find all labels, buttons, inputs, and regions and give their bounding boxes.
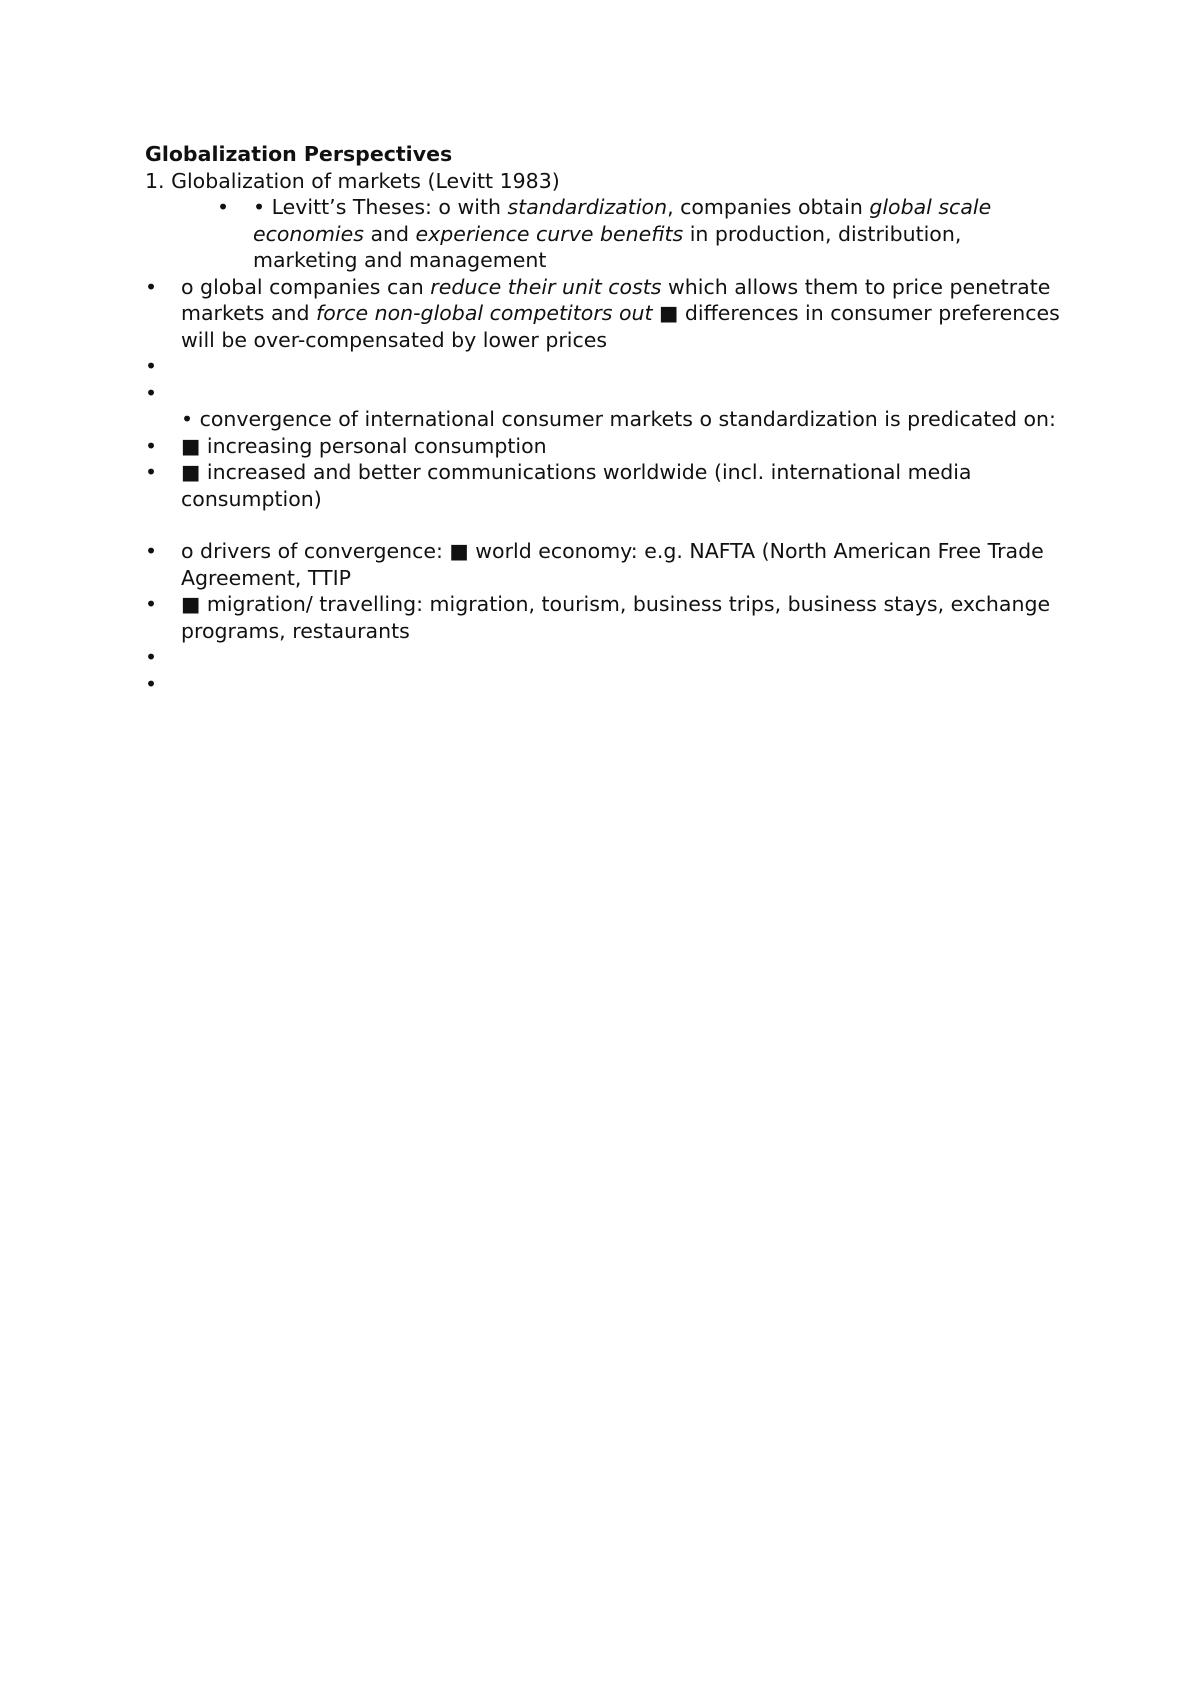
list-item-text xyxy=(181,275,1060,352)
list-item-empty xyxy=(145,671,1065,698)
text-run: and xyxy=(363,221,416,246)
list-item-text: ■ increased and better communications worldwide (incl. international media consumption) xyxy=(181,460,972,511)
bullet-icon: • xyxy=(145,671,158,696)
italic-text-run: global scale economies xyxy=(253,195,992,246)
section-heading: 1. Globalization of markets (Levitt 1983) xyxy=(145,168,560,193)
text-run: • Levitt’s Theses: o with xyxy=(253,195,508,219)
list-item-text: ■ increasing personal consumption xyxy=(181,433,547,458)
list-item-empty xyxy=(145,644,1065,671)
list-item-empty xyxy=(145,353,1065,380)
bullet-icon: • xyxy=(145,460,158,484)
list-item-continuation xyxy=(145,406,1065,433)
bullet-icon: • xyxy=(145,380,158,405)
document-body xyxy=(145,141,1065,697)
paragraph-spacer xyxy=(145,512,1065,538)
list-item-text: ■ migration/ travelling: migration, tourism, business trips, business stays, exchange programs, restaurants xyxy=(181,592,1051,643)
list-item xyxy=(145,433,1065,460)
bullet-icon: • xyxy=(145,354,158,378)
bullet-icon: • xyxy=(145,592,158,616)
list-item-text: o drivers of convergence: ■ world economy: e.g. NAFTA (North American Free Trade Agreement, TTIP xyxy=(181,539,1044,590)
list-item xyxy=(217,194,1065,274)
bullet-icon: • xyxy=(145,274,158,299)
bullet-icon: • xyxy=(217,195,230,219)
text-run: ■ differences in consumer preferences will be over-compensated by lower prices xyxy=(181,301,1060,352)
text-run: in production, distribution, marketing and management xyxy=(253,221,962,272)
bullet-icon: • xyxy=(145,539,158,563)
document-title: Globalization Perspectives xyxy=(145,142,453,166)
italic-text-run: experience curve benefits xyxy=(415,221,684,246)
text-run: , companies obtain xyxy=(667,195,870,219)
list-item-empty xyxy=(145,380,1065,407)
italic-text-run: standardization xyxy=(507,195,668,219)
text-run: o global companies can xyxy=(181,274,431,299)
list-item-text: • convergence of international consumer markets o standardization is predicated on: xyxy=(181,407,1056,431)
list-item-text xyxy=(253,195,991,272)
bullet-icon: • xyxy=(145,433,158,458)
list-item xyxy=(145,538,1065,591)
italic-text-run: reduce their unit costs xyxy=(430,274,662,299)
list-item xyxy=(145,274,1065,354)
italic-text-run: force non-global competitors out xyxy=(316,301,653,325)
list-item xyxy=(145,459,1065,512)
text-run: which allows them to price penetrate markets and xyxy=(181,274,1051,325)
list-item xyxy=(145,591,1065,644)
bullet-icon: • xyxy=(145,645,158,669)
